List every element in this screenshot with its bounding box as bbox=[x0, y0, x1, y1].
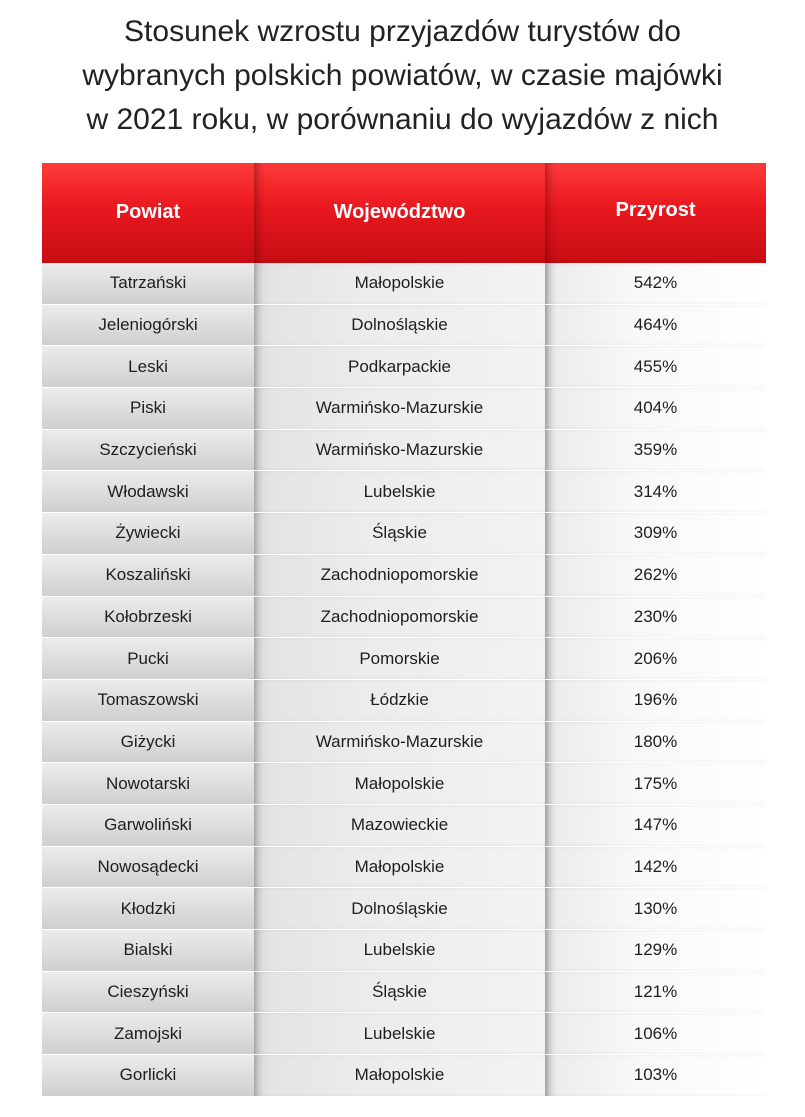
wojewodztwo-cell: Śląskie bbox=[254, 972, 545, 1013]
wojewodztwo-cell: Warmińsko-Mazurskie bbox=[254, 430, 545, 471]
przyrost-cell: 206% bbox=[545, 638, 766, 679]
przyrost-cell: 196% bbox=[545, 680, 766, 721]
wojewodztwo-cell: Małopolskie bbox=[254, 263, 545, 304]
table-row bbox=[42, 471, 766, 513]
title-line-3: w 2021 roku, w porównaniu do wyjazdów z nich bbox=[86, 103, 719, 136]
powiat-cell: Zamojski bbox=[42, 1013, 254, 1054]
wojewodztwo-cell: Zachodniopomorskie bbox=[254, 597, 545, 638]
table-row bbox=[42, 388, 766, 430]
title-line-2: wybranych polskich powiatów, w czasie majówki bbox=[82, 59, 723, 92]
table-row bbox=[42, 722, 766, 764]
przyrost-cell: 464% bbox=[545, 305, 766, 346]
table-row bbox=[42, 930, 766, 972]
przyrost-cell: 175% bbox=[545, 763, 766, 804]
column-header-przyrost: Przyrost bbox=[545, 163, 766, 263]
wojewodztwo-cell: Lubelskie bbox=[254, 471, 545, 512]
wojewodztwo-cell: Śląskie bbox=[254, 513, 545, 554]
wojewodztwo-cell: Małopolskie bbox=[254, 763, 545, 804]
table-row bbox=[42, 1055, 766, 1097]
table-row bbox=[42, 847, 766, 889]
table-row bbox=[42, 346, 766, 388]
przyrost-cell: 404% bbox=[545, 388, 766, 429]
powiat-cell: Piski bbox=[42, 388, 254, 429]
table-row bbox=[42, 888, 766, 930]
wojewodztwo-cell: Mazowieckie bbox=[254, 805, 545, 846]
powiat-cell: Giżycki bbox=[42, 722, 254, 763]
table-header bbox=[42, 163, 766, 263]
przyrost-cell: 106% bbox=[545, 1013, 766, 1054]
powiat-cell: Kłodzki bbox=[42, 888, 254, 929]
wojewodztwo-cell: Małopolskie bbox=[254, 847, 545, 888]
przyrost-cell: 130% bbox=[545, 888, 766, 929]
chart-title bbox=[0, 10, 805, 142]
table-row bbox=[42, 555, 766, 597]
wojewodztwo-cell: Warmińsko-Mazurskie bbox=[254, 388, 545, 429]
przyrost-cell: 129% bbox=[545, 930, 766, 971]
table-row bbox=[42, 972, 766, 1014]
przyrost-cell: 455% bbox=[545, 346, 766, 387]
table-row bbox=[42, 805, 766, 847]
powiat-cell: Tatrzański bbox=[42, 263, 254, 304]
wojewodztwo-cell: Łódzkie bbox=[254, 680, 545, 721]
powiat-cell: Pucki bbox=[42, 638, 254, 679]
przyrost-cell: 309% bbox=[545, 513, 766, 554]
przyrost-cell: 230% bbox=[545, 597, 766, 638]
column-header-wojewodztwo: Województwo bbox=[254, 163, 545, 263]
przyrost-cell: 121% bbox=[545, 972, 766, 1013]
wojewodztwo-cell: Lubelskie bbox=[254, 1013, 545, 1054]
powiat-cell: Żywiecki bbox=[42, 513, 254, 554]
powiat-cell: Włodawski bbox=[42, 471, 254, 512]
table-row bbox=[42, 597, 766, 639]
table-row bbox=[42, 305, 766, 347]
przyrost-cell: 542% bbox=[545, 263, 766, 304]
przyrost-cell: 180% bbox=[545, 722, 766, 763]
powiat-cell: Koszaliński bbox=[42, 555, 254, 596]
wojewodztwo-cell: Dolnośląskie bbox=[254, 305, 545, 346]
wojewodztwo-cell: Pomorskie bbox=[254, 638, 545, 679]
wojewodztwo-cell: Lubelskie bbox=[254, 930, 545, 971]
powiat-cell: Szczycieński bbox=[42, 430, 254, 471]
wojewodztwo-cell: Podkarpackie bbox=[254, 346, 545, 387]
data-table bbox=[42, 163, 766, 1097]
wojewodztwo-cell: Warmińsko-Mazurskie bbox=[254, 722, 545, 763]
powiat-cell: Jeleniogórski bbox=[42, 305, 254, 346]
table-body bbox=[42, 263, 766, 1097]
powiat-cell: Garwoliński bbox=[42, 805, 254, 846]
powiat-cell: Nowosądecki bbox=[42, 847, 254, 888]
table-row bbox=[42, 430, 766, 472]
przyrost-cell: 147% bbox=[545, 805, 766, 846]
wojewodztwo-cell: Zachodniopomorskie bbox=[254, 555, 545, 596]
wojewodztwo-cell: Małopolskie bbox=[254, 1055, 545, 1096]
przyrost-cell: 359% bbox=[545, 430, 766, 471]
table-row bbox=[42, 513, 766, 555]
przyrost-cell: 142% bbox=[545, 847, 766, 888]
powiat-cell: Gorlicki bbox=[42, 1055, 254, 1096]
column-header-powiat: Powiat bbox=[115, 201, 181, 223]
przyrost-cell: 262% bbox=[545, 555, 766, 596]
table-row bbox=[42, 638, 766, 680]
powiat-cell: Kołobrzeski bbox=[42, 597, 254, 638]
table-row bbox=[42, 680, 766, 722]
table-row bbox=[42, 763, 766, 805]
powiat-cell: Leski bbox=[42, 346, 254, 387]
wojewodztwo-cell: Dolnośląskie bbox=[254, 888, 545, 929]
przyrost-cell: 103% bbox=[545, 1055, 766, 1096]
title-line-1: Stosunek wzrostu przyjazdów turystów do bbox=[124, 15, 681, 48]
table-row bbox=[42, 1013, 766, 1055]
przyrost-cell: 314% bbox=[545, 471, 766, 512]
powiat-cell: Cieszyński bbox=[42, 972, 254, 1013]
powiat-cell: Nowotarski bbox=[42, 763, 254, 804]
powiat-cell: Bialski bbox=[42, 930, 254, 971]
table-row bbox=[42, 263, 766, 305]
powiat-cell: Tomaszowski bbox=[42, 680, 254, 721]
